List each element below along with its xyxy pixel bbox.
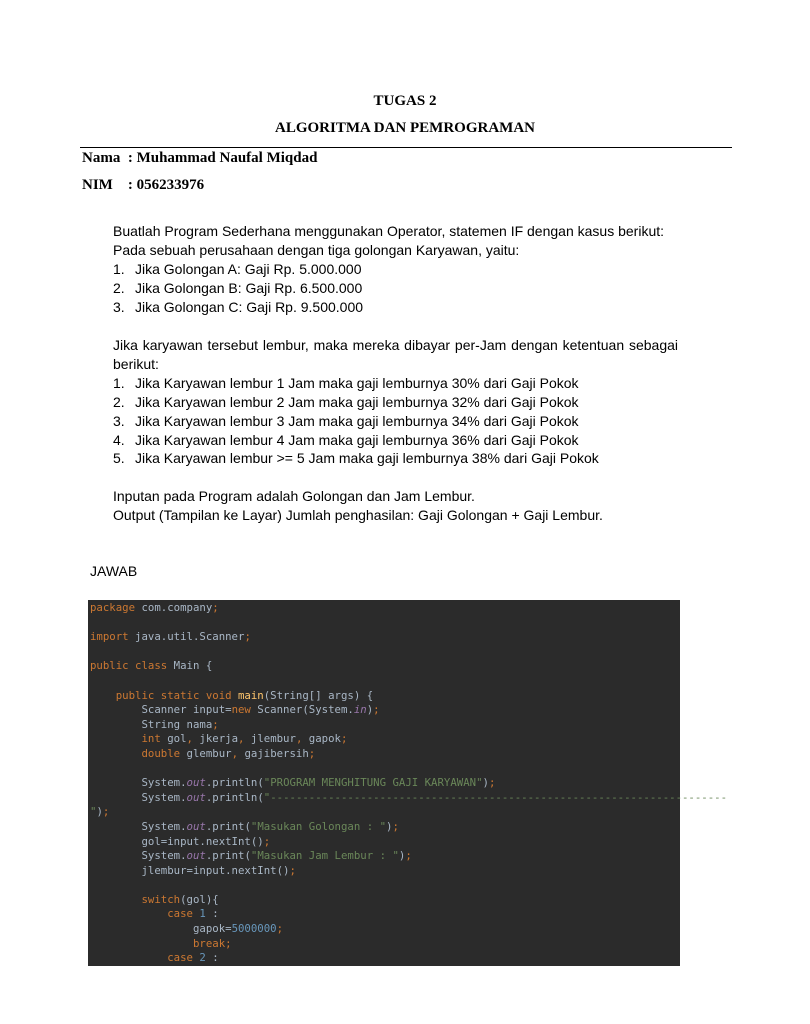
- list-item: [113, 431, 678, 450]
- jawab-label: JAWAB: [90, 563, 138, 579]
- list-text: Jika Karyawan lembur >= 5 Jam maka gaji lemburnya 38% dari Gaji Pokok: [135, 450, 599, 467]
- assignment-title: TUGAS 2: [373, 93, 437, 109]
- lembur-list: [113, 374, 678, 469]
- output-line: Output (Tampilan ke Layar) Jumlah penghasilan: Gaji Golongan + Gaji Lembur.: [113, 506, 603, 523]
- list-text: Jika Karyawan lembur 4 Jam maka gaji lemburnya 36% dari Gaji Pokok: [135, 431, 579, 448]
- list-item: [113, 393, 678, 412]
- list-text: Jika Golongan B: Gaji Rp. 6.500.000: [135, 279, 363, 296]
- student-nim: NIM : 056233976: [82, 177, 205, 193]
- code-text: package com.company; import java.util.Scanner; public class Main { public static void main(String[] args) { Scanner input=new Scanner(System.in); String nama; int gol, jkerja, jlembur, gapok; double glembur, gajibersih; System.out.println("PROGRAM MENGHITUNG GAJI KARYAWAN"); System.out.println("----------------------------------------------------------------------- "); System.out.print("Masukan Golongan : "); gol=input.nextInt(); System.out.print("Masukan Jam Lembur : "); jlembur=input.nextInt(); switch(gol){ case 1 : gapok=5000000; break; case 2 :: [90, 601, 728, 965]
- course-title: ALGORITMA DAN PEMROGRAMAN: [275, 120, 535, 136]
- list-text: Jika Karyawan lembur 2 Jam maka gaji lemburnya 32% dari Gaji Pokok: [135, 393, 579, 410]
- code-block: [88, 600, 728, 966]
- list-item: [113, 374, 678, 393]
- list-number: 1.: [113, 374, 125, 391]
- list-number: 2.: [113, 279, 125, 296]
- list-text: Jika Golongan C: Gaji Rp. 9.500.000: [135, 298, 364, 315]
- list-text: Jika Karyawan lembur 3 Jam maka gaji lemburnya 34% dari Gaji Pokok: [135, 412, 579, 429]
- input-line: Inputan pada Program adalah Golongan dan Jam Lembur.: [113, 488, 475, 504]
- list-item: [113, 279, 678, 298]
- io-section: [113, 487, 678, 525]
- list-number: 2.: [113, 393, 125, 410]
- list-text: Jika Golongan A: Gaji Rp. 5.000.000: [135, 260, 362, 277]
- list-item: [113, 298, 678, 317]
- student-name: Nama : Muhammad Naufal Miqdad: [82, 150, 318, 166]
- list-item: [113, 260, 678, 279]
- list-item: [113, 412, 678, 431]
- list-number: 3.: [113, 298, 125, 315]
- list-text: Jika Karyawan lembur 1 Jam maka gaji lemburnya 30% dari Gaji Pokok: [135, 374, 579, 391]
- list-number: 1.: [113, 260, 125, 277]
- task-intro: [113, 222, 678, 317]
- golongan-list: [113, 260, 678, 317]
- header-divider: [80, 147, 732, 148]
- list-number: 5.: [113, 450, 125, 467]
- lembur-intro: Jika karyawan tersebut lembur, maka mereka dibayar per-Jam dengan ketentuan sebagai berikut:: [113, 337, 678, 372]
- list-item: [113, 449, 678, 468]
- lembur-section: [113, 336, 678, 468]
- list-number: 4.: [113, 431, 125, 448]
- intro-line: Pada sebuah perusahaan dengan tiga golongan Karyawan, yaitu:: [113, 241, 520, 258]
- intro-line: Buatlah Program Sederhana menggunakan Operator, statemen IF dengan kasus berikut:: [113, 223, 665, 239]
- list-number: 3.: [113, 412, 125, 429]
